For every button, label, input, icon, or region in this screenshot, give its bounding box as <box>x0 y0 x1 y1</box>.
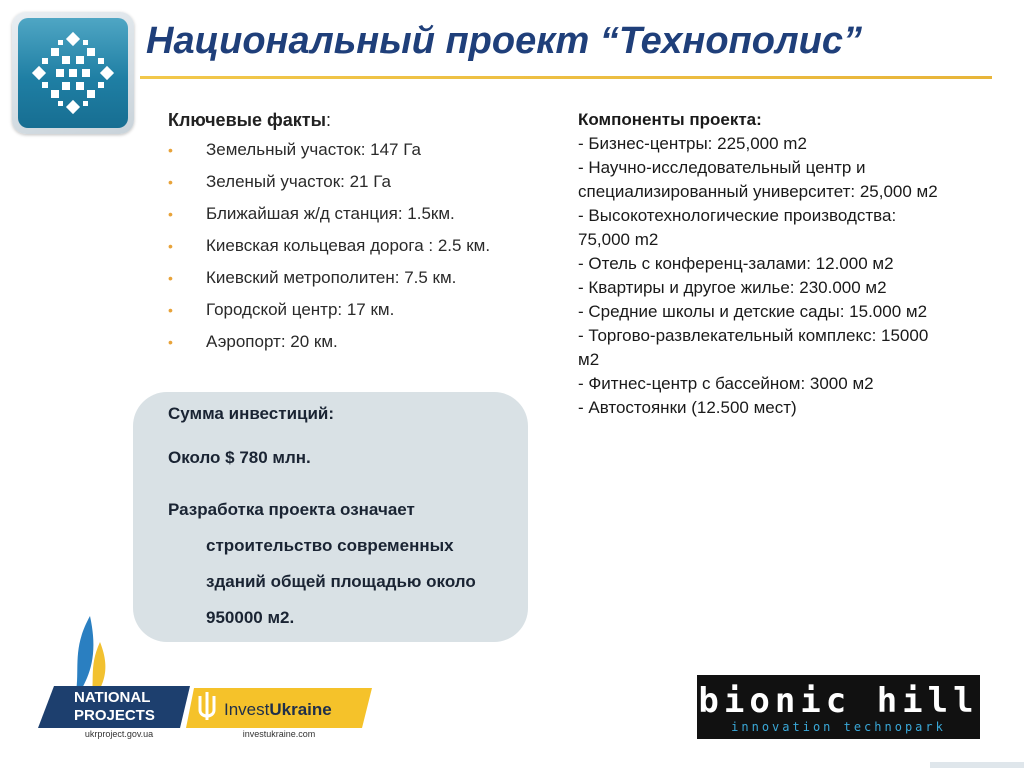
bullet-icon: • <box>168 302 173 318</box>
development-description <box>168 492 528 636</box>
list-item: • Киевская кольцевая дорога : 2.5 км. <box>168 236 491 255</box>
snowflake-icon <box>18 18 128 128</box>
list-item: - Бизнес-центры: 225,000 m2 <box>578 134 807 153</box>
list-item: - Квартиры и другое жилье: 230.000 м2 <box>578 278 887 297</box>
list-item: - Отель с конференц-залами: 12.000 м2 <box>578 254 894 273</box>
list-item: • Аэропорт: 20 км. <box>168 332 338 351</box>
bionic-hill-wordmark: bionic hill <box>698 681 979 721</box>
bionic-hill-tagline: innovation technopark <box>731 720 946 734</box>
bionic-hill-logo <box>697 675 980 739</box>
technopolis-logo-inner <box>18 18 128 128</box>
list-item: • Киевский метрополитен: 7.5 км. <box>168 268 457 287</box>
list-item: - Автостоянки (12.500 мест) <box>578 398 797 417</box>
list-item: - Средние школы и детские сады: 15.000 м2 <box>578 302 928 321</box>
invest-ukraine-url: investukraine.com <box>242 729 316 739</box>
components-heading: Компоненты проекта: <box>578 110 762 129</box>
list-item: - Торгово-развлекательный комплекс: 15000 м2 <box>578 326 929 369</box>
bullet-icon: • <box>168 334 173 350</box>
svg-text:InvestUkraine <box>224 700 332 719</box>
bullet-icon: • <box>168 142 173 158</box>
national-projects-url: ukrproject.gov.ua <box>84 729 154 739</box>
project-components-section <box>578 108 948 420</box>
national-projects-logo <box>30 612 200 744</box>
investment-heading: Сумма инвестиций: <box>168 404 335 423</box>
key-facts-heading: Ключевые факты: <box>168 110 331 130</box>
list-item: • Зеленый участок: 21 Га <box>168 172 391 191</box>
corner-accent <box>930 762 1024 768</box>
key-facts-section <box>168 110 538 363</box>
bullet-icon: • <box>168 238 173 254</box>
list-item: • Земельный участок: 147 Га <box>168 140 421 159</box>
technopolis-logo <box>12 12 134 134</box>
development-line: строительство современных <box>206 536 454 555</box>
bullet-icon: • <box>168 270 173 286</box>
investment-amount: Около $ 780 млн. <box>168 448 311 467</box>
iu-invest: Invest <box>224 700 270 719</box>
list-item: • Ближайшая ж/д станция: 1.5км. <box>168 204 455 223</box>
list-item: • Городской центр: 17 км. <box>168 300 395 319</box>
np-line2: PROJECTS <box>74 707 155 724</box>
development-line: зданий общей площадью около <box>206 572 476 591</box>
investment-section <box>168 402 528 636</box>
list-item: - Высокотехнологические производства: 75,000 m2 <box>578 206 897 249</box>
list-item: - Научно-исследовательный центр и специализированный университет: 25,000 м2 <box>578 158 938 201</box>
page-title: Национальный проект “Технополис” <box>146 20 862 62</box>
list-item: - Фитнес-центр с бассейном: 3000 м2 <box>578 374 874 393</box>
iu-ukraine: Ukraine <box>269 700 332 719</box>
bullet-icon: • <box>168 206 173 222</box>
key-facts-list <box>168 139 538 353</box>
development-line: 950000 м2. <box>206 608 295 627</box>
np-line1: NATIONAL <box>74 689 151 706</box>
development-line: Разработка проекта означает <box>168 500 415 519</box>
title-underline <box>140 76 992 79</box>
bullet-icon: • <box>168 174 173 190</box>
